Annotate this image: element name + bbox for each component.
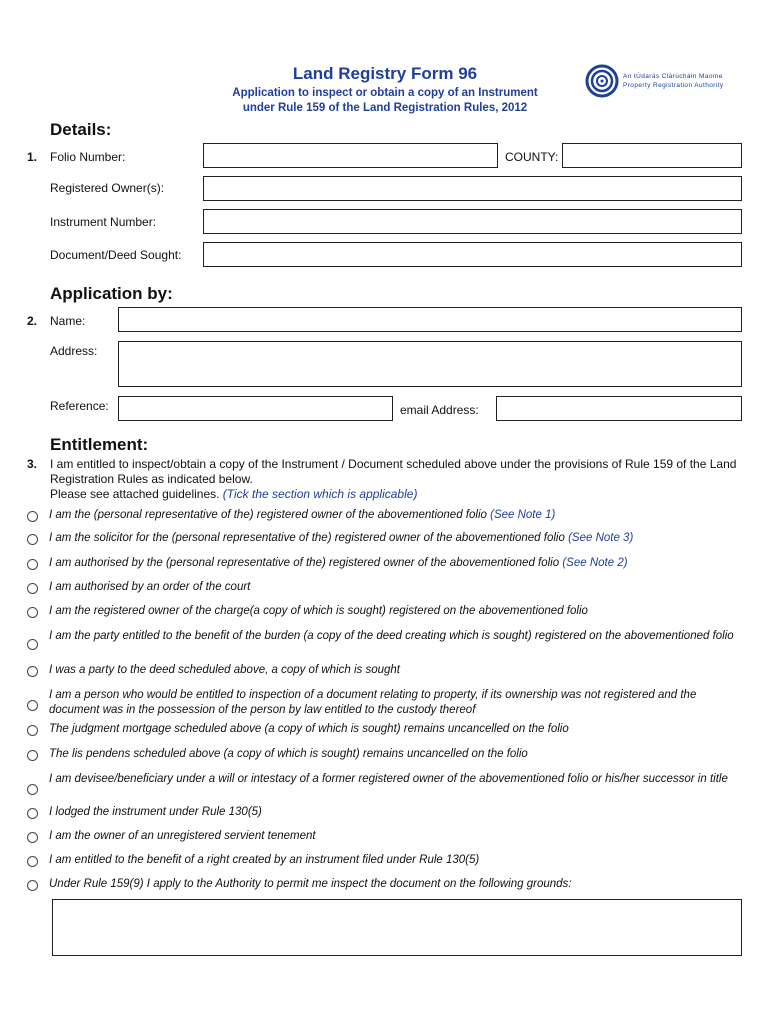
folio-number-label: Folio Number: (50, 150, 126, 164)
entitlement-intro (50, 457, 740, 502)
name-label: Name: (50, 314, 86, 328)
entitlement-option[interactable] (27, 628, 747, 660)
option-text: I am the owner of an unregistered servient tenement (49, 830, 316, 842)
details-heading: Details: (50, 120, 112, 139)
option-radio[interactable] (27, 750, 38, 761)
entitlement-option[interactable] (27, 742, 747, 768)
entitlement-option[interactable] (27, 658, 747, 684)
document-sought-label: Document/Deed Sought: (50, 248, 182, 262)
option-text: I am authorised by the (personal representative of the) registered owner of the abovementioned folio (49, 557, 560, 569)
option-radio[interactable] (27, 559, 38, 570)
option-text: I lodged the instrument under Rule 130(5) (49, 806, 262, 818)
email-label: email Address: (400, 403, 479, 417)
option-label (49, 772, 739, 787)
option-radio[interactable] (27, 832, 38, 843)
entitlement-option[interactable] (27, 599, 747, 625)
instrument-number-field[interactable] (203, 209, 742, 234)
guidelines-text: Please see attached guidelines. (50, 487, 220, 501)
entitlement-option[interactable] (27, 575, 747, 601)
option-label (49, 805, 739, 820)
option-text: I am entitled to the benefit of a right created by an instrument filed under Rule 130(5) (49, 854, 480, 866)
form-title: Land Registry Form 96 (292, 64, 478, 83)
option-label (49, 556, 739, 571)
option-radio[interactable] (27, 856, 38, 867)
authority-logo (585, 64, 740, 100)
address-field[interactable] (118, 341, 742, 387)
option-text: I am the registered owner of the charge(a copy of which is sought) registered on the abovementioned folio (49, 605, 588, 617)
section-number-2: 2. (27, 314, 38, 328)
grounds-field[interactable] (52, 899, 742, 956)
entitlement-intro-text: I am entitled to inspect/obtain a copy of the Instrument / Document scheduled above under the provisions of Rule 159 of the Land Registration Rules as indicated below. (50, 457, 737, 486)
option-note: (See Note 1) (490, 509, 556, 521)
tick-instruction: (Tick the section which is applicable) (222, 487, 418, 501)
option-label (49, 531, 739, 546)
county-label: COUNTY: (505, 150, 559, 164)
option-note: (See Note 2) (562, 557, 628, 569)
entitlement-option[interactable] (27, 717, 747, 743)
entitlement-option[interactable] (27, 872, 747, 898)
entitlement-option[interactable] (27, 848, 747, 874)
logo-text-irish: An tÚdarás Clárúcháin Maoine (623, 73, 723, 80)
reference-label: Reference: (50, 399, 109, 413)
option-radio[interactable] (27, 583, 38, 594)
instrument-number-label: Instrument Number: (50, 215, 157, 229)
option-text: Under Rule 159(9) I apply to the Authority to permit me inspect the document on the following grounds: (49, 878, 572, 890)
option-text: I am authorised by an order of the court (49, 581, 251, 593)
option-radio[interactable] (27, 784, 38, 795)
option-label (49, 829, 739, 844)
option-radio[interactable] (27, 700, 38, 711)
option-label (49, 629, 739, 644)
option-label (49, 747, 739, 762)
option-radio[interactable] (27, 607, 38, 618)
section-number-3: 3. (27, 457, 38, 471)
option-text: I am devisee/beneficiary under a will or intestacy of a former registered owner of the abovementioned folio or his/her successor in title (49, 773, 728, 785)
option-radio[interactable] (27, 534, 38, 545)
option-label (49, 508, 739, 523)
entitlement-option[interactable] (27, 551, 747, 577)
entitlement-option[interactable] (27, 824, 747, 850)
document-sought-field[interactable] (203, 242, 742, 267)
entitlement-heading: Entitlement: (50, 435, 149, 454)
registered-owners-field[interactable] (203, 176, 742, 201)
registered-owners-label: Registered Owner(s): (50, 181, 165, 195)
option-radio[interactable] (27, 880, 38, 891)
option-text: I am the (personal representative of the) registered owner of the abovementioned folio (49, 509, 487, 521)
option-radio[interactable] (27, 511, 38, 522)
option-text: The lis pendens scheduled above (a copy of which is sought) remains uncancelled on the folio (49, 748, 528, 760)
option-label (49, 663, 739, 678)
option-text: I am the party entitled to the benefit of the burden (a copy of the deed creating which is sought) registered on the abovementioned folio (49, 630, 734, 642)
option-label (49, 877, 739, 892)
authority-emblem-icon (585, 64, 619, 98)
option-note: (See Note 3) (568, 532, 634, 544)
option-label (49, 580, 739, 595)
option-radio[interactable] (27, 725, 38, 736)
county-field[interactable] (562, 143, 742, 168)
folio-number-field[interactable] (203, 143, 498, 168)
section-number-1: 1. (27, 150, 38, 164)
form-subtitle-line2: under Rule 159 of the Land Registration Rules, 2012 (242, 102, 528, 114)
reference-field[interactable] (118, 396, 393, 421)
option-label (49, 853, 739, 868)
option-radio[interactable] (27, 666, 38, 677)
name-field[interactable] (118, 307, 742, 332)
option-text: The judgment mortgage scheduled above (a copy of which is sought) remains uncancelled on the folio (49, 723, 569, 735)
option-radio[interactable] (27, 639, 38, 650)
option-radio[interactable] (27, 808, 38, 819)
option-label (49, 722, 739, 737)
option-text: I am the solicitor for the (personal representative of the) registered owner of the abovementioned folio (49, 532, 565, 544)
address-label: Address: (50, 344, 98, 358)
email-field[interactable] (496, 396, 742, 421)
option-label (49, 604, 739, 619)
entitlement-option[interactable] (27, 800, 747, 826)
option-label (49, 688, 739, 718)
option-text: I was a party to the deed scheduled above, a copy of which is sought (49, 664, 400, 676)
form-subtitle-line1: Application to inspect or obtain a copy of an Instrument (232, 87, 538, 99)
option-text: I am a person who would be entitled to inspection of a document relating to property, if its ownership was not registered and the document was in the possession of the person by law entitled to the custody thereof (49, 689, 697, 716)
application-heading: Application by: (50, 284, 173, 303)
logo-text-english: Property Registration Authority (623, 82, 724, 89)
entitlement-option[interactable] (27, 526, 747, 552)
